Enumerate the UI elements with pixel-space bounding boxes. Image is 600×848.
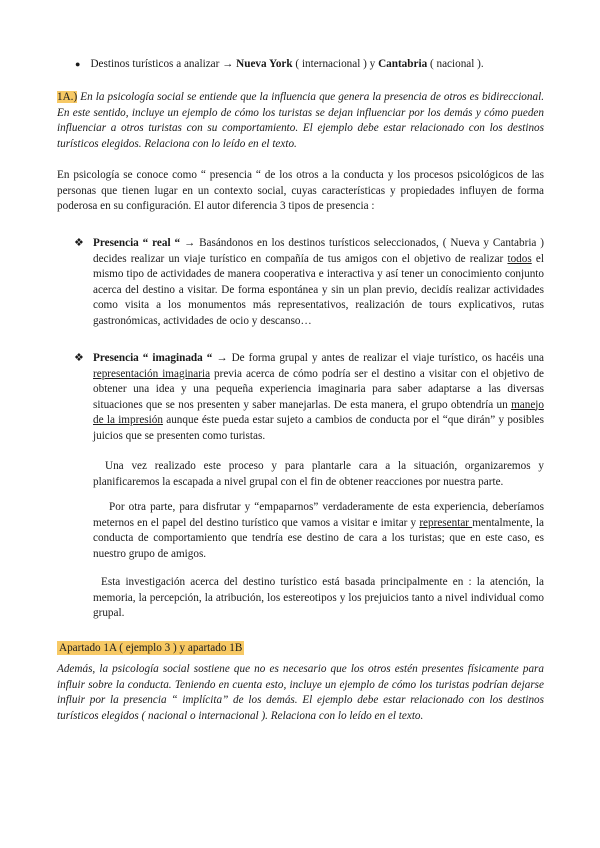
presence-imagined-underline-2: manejo de la impresión [93, 398, 544, 426]
paragraph-imitation-underline: representar [419, 516, 473, 529]
presence-imagined-item [93, 351, 544, 444]
question-1a-label: 1A.) [57, 91, 78, 103]
paragraph-imitation-text-2: mentalmente, la conducta de comportamiento que tendría ese destino de cara a los turistas; que en este caso, es nuestro grupo de amigos. [93, 516, 544, 560]
arrow-icon: → [180, 237, 200, 249]
diamond-bullet-icon: ❖ [74, 237, 85, 249]
paragraph-research: Esta investigación acerca del destino turístico está basada principalmente en : la atención, la memoria, la percepción, la atribución, los estereotipos y los prejuicios tanto a nivel individual como grupal. [93, 576, 544, 619]
presence-imagined-text-2: previa acerca de cómo podría ser el destino a visitar con el objetivo de obtener una idea y una pequeña experiencia imaginaria para saber adaptarse a las diversas situaciones que se nos presenten y saber manejarlas. De esta manera, el grupo obtendría un [93, 367, 544, 411]
question-1a-text: En la psicología social se entiende que la influencia que genera la presencia de otros es bidireccional. En este sentido, incluye un ejemplo de cómo los turistas se dejan influenciar por los demás y cómo pueden influenciar a otros turistas con su comportamiento. El ejemplo debe estar relacionado con los destinos turísticos elegidos. Relaciona con lo leído en el texto. [57, 91, 544, 150]
paragraph-planning: Una vez realizado este proceso y para plantarle cara a la situación, organizaremos y planificaremos la escapada a nivel grupal con el fin de obtener reacciones por nuestra parte. [93, 460, 544, 488]
question-2: Además, la psicología social sostiene que no es necesario que los otros estén presentes físicamente para influir sobre la conducta. Teniendo en cuenta esto, incluye un ejemplo de cómo los turistas podrían dejarse influir por la presencia “ implícita” de los demás. El ejemplo debe estar relacionado con los destinos turísticos elegidos ( nacional o internacional ). Relaciona con lo leído en el texto. [57, 663, 544, 722]
presence-real-underline: todos [507, 252, 532, 265]
presence-real-text-1: Basándonos en los destinos turísticos seleccionados, ( Nueva y Cantabria ) decides realizar un viaje turístico en compañía de tus amigos con el objetivo de realizar [93, 237, 545, 265]
diamond-bullet-icon: ❖ [74, 352, 85, 364]
presence-real-item [93, 236, 544, 329]
destination-new-york-note: ( internacional ) y [292, 58, 379, 70]
bullet-dot-icon: ● [75, 59, 81, 69]
presence-imagined-title: Presencia “ imaginada “ [93, 352, 213, 364]
presence-imagined-text-3: aunque éste pueda estar sujeto a cambios de conducta por el “que dirán” y posibles juicios que se presenten como turistas. [93, 414, 544, 442]
destination-new-york: Nueva York [236, 58, 293, 70]
paragraph-imitation [93, 500, 544, 562]
presence-real-text-2: el mismo tipo de actividades de manera cooperativa e interactiva y así tener un conocimiento conjunto acerca del destino a visitar. De forma espontánea y sin un plan previo, decidís realizar actividades como visita a los monumentos más representativos, realización de tours explicativos, rutas gastronómicas, actividades de ocio y descanso… [93, 252, 544, 327]
section-heading-text: Apartado 1A ( ejemplo 3 ) y apartado 1B [59, 642, 243, 654]
presence-real-title: Presencia “ real “ [93, 237, 181, 249]
section-heading [57, 640, 244, 656]
presence-imagined-underline-1: representación imaginaria [93, 367, 211, 380]
arrow-icon: → [212, 352, 232, 364]
intro-paragraph: En psicología se conoce como “ presencia “ de los otros a la conducta y los procesos psicológicos de las personas que tienen lugar en un contexto social, cuyas características y propiedades influyen de forma poderosa en su configuración. El autor diferencia 3 tipos de presencia : [57, 169, 544, 212]
question-1a [57, 90, 544, 152]
paragraph-imitation-text-1: Por otra parte, para disfrutar y “empaparnos” verdaderamente de esta experiencia, deberíamos meternos en el papel del destino turístico que vamos a visitar e imitar y [93, 501, 544, 529]
destination-cantabria: Cantabria [378, 58, 428, 70]
presence-imagined-text-1: De forma grupal y antes de realizar el viaje turístico, os hacéis una [231, 352, 544, 364]
destination-cantabria-note: ( nacional ). [427, 58, 484, 70]
destinations-line [75, 57, 555, 73]
destinations-label: Destinos turísticos a analizar → [90, 58, 237, 70]
